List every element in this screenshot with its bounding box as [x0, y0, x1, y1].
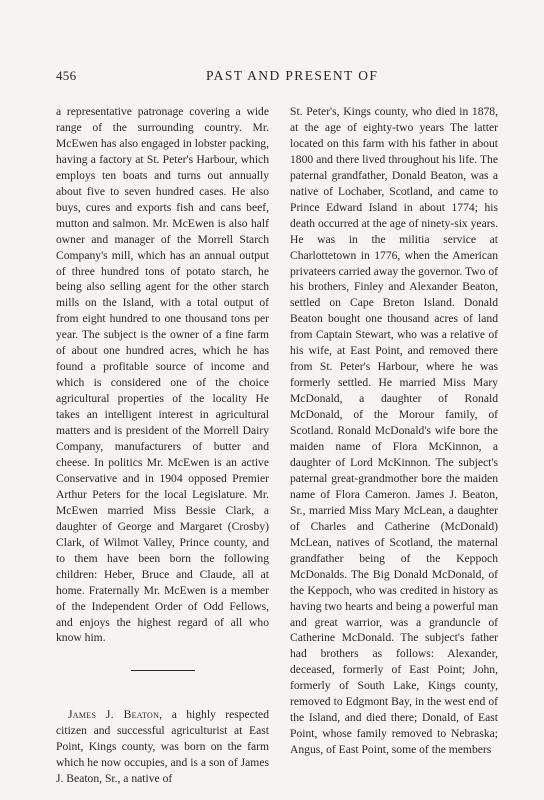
- beaton-paragraph: [56, 707, 269, 787]
- mcewen-paragraph: a representative patronage covering a wide range of the surrounding country. Mr. McEwen has also engaged in lobster packing, having a factory at St. Peter's Harbour, which employs ten boats and turns out annually about five to seven hundred cases. He also buys, cures and exports fish and cans beef, mutton and salmon. Mr. McEwen is also half owner and manager of the Morrell Starch Company's mill, which has an annual output of three hundred tons of potato starch, he being also selling agent for the other starch mills on the Island, with a total output of from eight hundred to one thousand tons per year. The subject is the owner of a fine farm of about one hundred acres, which he has found a profitable source of income and which is considered one of the choice agricultural properties of the locality He takes an intelligent interest in agricultural matters and is president of the Morrell Dairy Company, manufacturers of butter and cheese. In politics Mr. McEwen is an active Conservative and in 1904 opposed Premier Arthur Peters for the local Legislature. Mr. McEwen married Miss Bessie Clark, a daughter of George and Margaret (Crosby) Clark, of Wilmot Valley, Prince county, and to them have been born the following children: Heber, Bruce and Claude, all at home. Fraternally Mr. McEwen is a member of the Independent Order of Odd Fellows, and enjoys the highest regard of all who know him.: [56, 105, 269, 645]
- running-head: PAST AND PRESENT OF: [206, 68, 379, 83]
- beaton-name: James J. Beaton,: [68, 708, 163, 722]
- left-column: [56, 104, 269, 787]
- page-number: 456: [56, 68, 77, 83]
- page-header: [56, 68, 488, 86]
- right-column: [290, 104, 498, 758]
- beaton-family-paragraph: St. Peter's, Kings county, who died in 1878, at the age of eighty-two years The latter located on this farm with his father in about 1800 and there lived throughout his life. The paternal grandfather, Donald Beaton, was a native of Lochaber, Scotland, and came to Prince Edward Island in about 1774; his death occurred at the age of ninety-six years. He was in the militia service at Charlottetown in 1776, when the American privateers carried away the governor. Two of his brothers, Finley and Alexander Beaton, settled on Cape Breton Island. Donald Beaton bought one thousand acres of land from Captain Stewart, who was a relative of his wife, at East Point, and removed there from St. Peter's Harbour, where he was formerly settled. He married Miss Mary McDonald, a daughter of Ronald McDonald, of the Morour family, of Scotland. Ronald McDonald's wife bore the maiden name of Flora McKinnon, a daughter of Lord McKinnon. The subject's paternal great-grandmother bore the maiden name of Flora Cameron. James J. Beaton, Sr., married Miss Mary McLean, a daughter of Charles and Catherine (McDonald) McLean, natives of Scotland, the maternal grandfather being of the Keppoch McDonalds. The Big Donald McDonald, of the Keppoch, who was credited in history as having two hearts and being a powerful man and great warrior, was a granduncle of Catherine McDonald. The subject's father had brothers as follows: Alexander, deceased, formerly of East Point; John, formerly of South Lake, Kings county, removed to Edgmont Bay, in the west end of the Island, and died there; Donald, of East Point, whose family removed to Nebraska; Angus, of East Point, some of the members: [290, 105, 498, 757]
- section-divider: [131, 670, 195, 671]
- beaton-intro-text: a highly respected citizen and successful agriculturist at East Point, Kings county, was born on the farm which he now occupies, and is a son of James J. Beaton, Sr., a native of: [56, 708, 269, 786]
